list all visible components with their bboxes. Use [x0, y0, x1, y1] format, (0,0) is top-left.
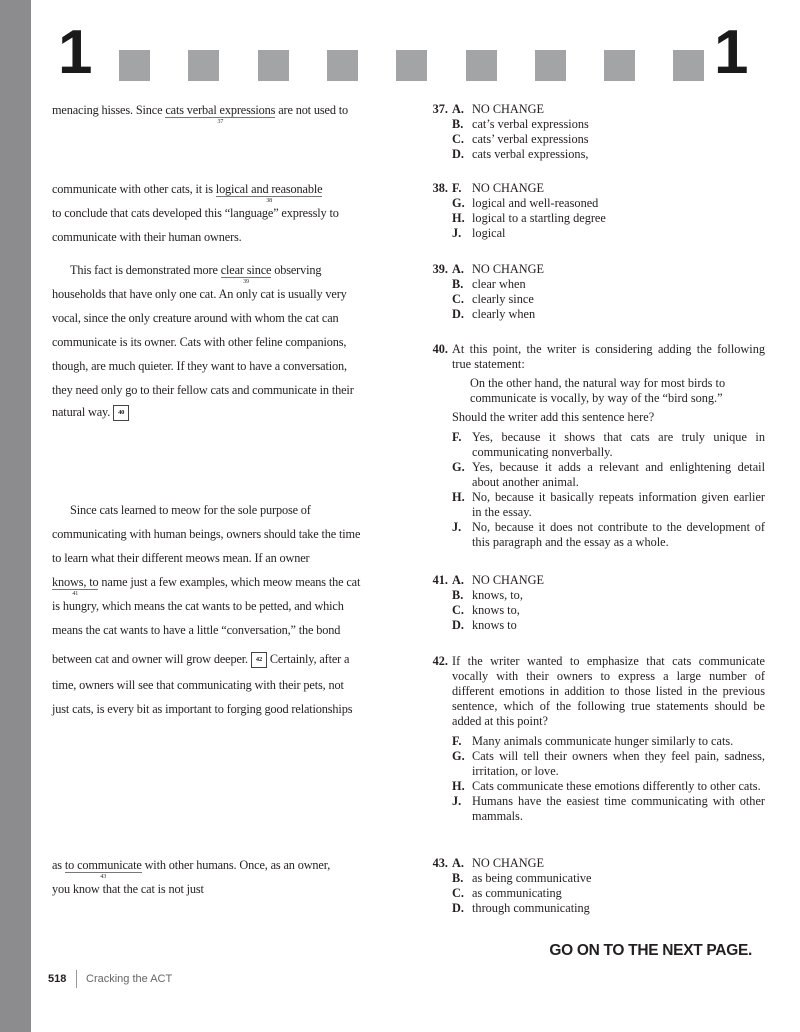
passage-text: communicate with other cats, it is: [52, 182, 216, 196]
question-number: [420, 520, 452, 550]
passage-line: [52, 623, 340, 638]
answer-option[interactable]: [420, 277, 765, 292]
option-letter: C.: [452, 132, 464, 146]
option-letter: H.: [452, 490, 465, 504]
passage-text: are not used to: [275, 103, 349, 117]
question-number: 42.: [432, 654, 448, 668]
option-letter: D.: [452, 901, 464, 915]
passage-line: [52, 551, 309, 566]
option-text: logical: [472, 226, 506, 240]
option-letter: D.: [452, 147, 464, 161]
answer-option[interactable]: [420, 886, 765, 901]
divider-square: [327, 50, 358, 81]
passage-text: This fact is demonstrated more: [70, 263, 221, 277]
option-text: Many animals communicate hunger similarly to cats.: [472, 734, 734, 748]
question-37: [420, 102, 765, 162]
quoted-statement: On the other hand, the natural way for most birds to communicate is vocally, by way of the “bird song.”: [470, 376, 726, 405]
passage-text: with other humans. Once, as an owner,: [141, 858, 331, 872]
passage-text: you know that the cat is not just: [52, 882, 204, 896]
underlined-text: clear since: [220, 263, 272, 277]
passage-text: menacing hisses. Since: [52, 103, 166, 117]
option-letter: D.: [452, 307, 464, 321]
passage-text: Certainly, after a: [266, 652, 350, 666]
option-letter: F.: [452, 181, 462, 195]
passage-line: [52, 383, 354, 398]
option-text: Cats will tell their owners when they feel pain, sadness, irritation, or love.: [472, 749, 765, 778]
answer-option[interactable]: [420, 132, 765, 147]
option-letter: G.: [452, 196, 465, 210]
passage-text: communicate is its owner. Cats with other feline companions,: [52, 335, 347, 349]
divider-square: [188, 50, 219, 81]
underlined-portion: [215, 182, 323, 204]
question-number: [420, 307, 452, 322]
option-text: clearly since: [472, 292, 534, 306]
option-letter: A.: [452, 102, 464, 116]
option-text: cats’ verbal expressions: [472, 132, 589, 146]
underlined-text: knows, to: [52, 575, 99, 589]
passage-text: to learn what their different meows mean. If an owner: [52, 551, 310, 565]
question-number: [420, 603, 452, 618]
underlined-portion: [52, 575, 99, 597]
question-number: [420, 430, 452, 460]
question-number-marker: 37: [217, 119, 224, 125]
answer-option[interactable]: [420, 856, 765, 871]
passage-line: [52, 702, 352, 717]
divider-square: [396, 50, 427, 81]
answer-option[interactable]: [420, 262, 765, 277]
underlined-text: logical and reasonable: [215, 182, 323, 196]
passage-line: [52, 575, 361, 597]
passage-text: time, owners will see that communicating with their pets, not: [52, 678, 344, 692]
question-41: [420, 573, 765, 633]
option-letter: B.: [452, 277, 464, 291]
passage-text: vocal, since the only creature around with whom the cat can: [52, 311, 339, 325]
underlined-portion: [165, 103, 276, 125]
option-text: NO CHANGE: [472, 102, 545, 116]
question-marker-box: 42: [251, 652, 267, 668]
option-text: Yes, because it shows that cats are truly unique in communicating nonverbally.: [472, 430, 765, 459]
question-number: 40.: [432, 342, 448, 356]
answer-option[interactable]: [420, 573, 765, 588]
question-number: [420, 277, 452, 292]
question-number: [420, 226, 452, 241]
passage-line: [52, 405, 129, 421]
question-number: 41.: [432, 573, 448, 587]
passage-line: [52, 599, 344, 614]
underlined-portion: [64, 858, 142, 880]
question-39: [420, 262, 765, 322]
option-letter: J.: [452, 226, 462, 240]
answer-option[interactable]: [420, 901, 765, 916]
option-letter: H.: [452, 779, 465, 793]
underlined-portion: [220, 263, 272, 285]
passage-text: though, are much quieter. If they want to have a conversation,: [52, 359, 347, 373]
answer-option[interactable]: [420, 211, 765, 226]
option-letter: F.: [452, 430, 462, 444]
question-38: [420, 181, 765, 241]
passage-line: [52, 359, 347, 374]
passage-line: [52, 182, 323, 204]
answer-option[interactable]: [420, 226, 765, 241]
divider-square: [119, 50, 150, 81]
option-letter: C.: [452, 292, 464, 306]
question-stem: If the writer wanted to emphasize that cats communicate vocally with their owners to express a large number of different emotions in addition to those listed in the previous sentence, which of the following true statements should be added at this point?: [452, 654, 765, 728]
question-ask: Should the writer add this sentence here?: [452, 410, 655, 424]
answer-option[interactable]: [420, 460, 765, 490]
question-number: [420, 749, 452, 779]
passage-line: [70, 503, 311, 518]
question-number: [420, 901, 452, 916]
question-number: [420, 460, 452, 490]
answer-option[interactable]: [420, 618, 765, 633]
question-number: [420, 734, 452, 749]
question-marker-box: 40: [113, 405, 129, 421]
passage-text: communicate with their human owners.: [52, 230, 242, 244]
option-text: Yes, because it adds a relevant and enlightening detail about another animal.: [472, 460, 765, 489]
answer-option[interactable]: [420, 520, 765, 550]
question-number: [420, 117, 452, 132]
answer-option[interactable]: [420, 147, 765, 162]
question-number: [420, 196, 452, 211]
passage-line: [52, 230, 242, 245]
question-number: [420, 779, 452, 794]
question-stem: At this point, the writer is considering adding the following true statement:: [452, 342, 765, 371]
question-row: [420, 342, 765, 372]
passage-text: observing: [271, 263, 322, 277]
footer-divider: [76, 970, 77, 988]
passage-text: communicating with human beings, owners should take the time: [52, 527, 361, 541]
option-letter: G.: [452, 749, 465, 763]
option-letter: G.: [452, 460, 465, 474]
section-number-right: 1: [714, 18, 749, 87]
option-text: as communicating: [472, 886, 562, 900]
answer-option[interactable]: [420, 734, 765, 749]
question-row: [420, 654, 765, 729]
passage-line: [52, 858, 331, 880]
option-text: knows, to,: [472, 588, 523, 602]
answer-option[interactable]: [420, 794, 765, 824]
question-number-marker: 38: [266, 198, 272, 204]
answer-option[interactable]: [420, 603, 765, 618]
question-number: [420, 886, 452, 901]
option-letter: B.: [452, 588, 464, 602]
question-number: 39.: [432, 262, 448, 276]
option-letter: C.: [452, 603, 464, 617]
question-number: [420, 490, 452, 520]
passage-text: between cat and owner will grow deeper.: [52, 652, 248, 666]
option-text: through communicating: [472, 901, 590, 915]
question-number: [420, 147, 452, 162]
passage-line: [52, 311, 339, 326]
question-number: 37.: [432, 102, 448, 116]
option-text: clearly when: [472, 307, 536, 321]
question-number: 43.: [432, 856, 448, 870]
option-letter: H.: [452, 211, 465, 225]
option-text: NO CHANGE: [472, 856, 545, 870]
option-text: NO CHANGE: [472, 181, 545, 195]
option-text: knows to: [472, 618, 517, 632]
question-number: [420, 132, 452, 147]
passage-text: households that have only one cat. An only cat is usually very: [52, 287, 347, 301]
answer-option[interactable]: [420, 102, 765, 117]
passage-text: as: [52, 858, 65, 872]
passage-text: to conclude that cats developed this “language” expressly to: [52, 206, 339, 220]
option-letter: C.: [452, 886, 464, 900]
question-number-marker: 39: [243, 279, 249, 285]
option-text: cat’s verbal expressions: [472, 117, 589, 131]
passage-text: name just a few examples, which meow means the cat: [98, 575, 361, 589]
answer-option[interactable]: [420, 749, 765, 779]
passage-text: means the cat wants to have a little “conversation,” the bond: [52, 623, 341, 637]
question-number: [420, 871, 452, 886]
page-spine: [0, 0, 31, 1032]
option-text: logical and well-reasoned: [472, 196, 599, 210]
question-number: [420, 588, 452, 603]
option-text: logical to a startling degree: [472, 211, 606, 225]
option-letter: D.: [452, 618, 464, 632]
option-letter: A.: [452, 573, 464, 587]
passage-line: [52, 678, 344, 693]
section-number-left: 1: [58, 18, 93, 87]
divider-square: [258, 50, 289, 81]
question-number: [420, 292, 452, 307]
question-number-marker: 43: [100, 874, 107, 880]
underlined-text: to communicate: [64, 858, 142, 872]
option-text: NO CHANGE: [472, 262, 545, 276]
option-text: Humans have the easiest time communicating with other mammals.: [472, 794, 765, 823]
question-42: [420, 654, 765, 824]
answer-option[interactable]: [420, 490, 765, 520]
question-number: 38.: [432, 181, 448, 195]
passage-line: [52, 335, 346, 350]
answer-option[interactable]: [420, 117, 765, 132]
option-letter: A.: [452, 856, 464, 870]
passage-text: is hungry, which means the cat wants to be petted, and which: [52, 599, 344, 613]
passage-line: [52, 527, 360, 542]
option-letter: F.: [452, 734, 462, 748]
answer-option[interactable]: [420, 196, 765, 211]
passage-text: just cats, is every bit as important to forging good relationships: [52, 702, 353, 716]
answer-option[interactable]: [420, 181, 765, 196]
option-text: NO CHANGE: [472, 573, 545, 587]
answer-option[interactable]: [420, 430, 765, 460]
underlined-text: cats verbal expressions: [165, 103, 276, 117]
passage-text: natural way.: [52, 405, 111, 419]
divider-square: [466, 50, 497, 81]
answer-option[interactable]: [420, 871, 765, 886]
passage-line: [70, 263, 322, 285]
next-page-notice: GO ON TO THE NEXT PAGE.: [549, 942, 752, 959]
option-text: No, because it basically repeats information given earlier in the essay.: [472, 490, 765, 519]
option-text: cats verbal expressions,: [472, 147, 589, 161]
passage-line: [52, 206, 339, 221]
answer-option[interactable]: [420, 307, 765, 322]
question-number: [420, 794, 452, 824]
option-letter: J.: [452, 794, 462, 808]
passage-line: [52, 287, 347, 302]
question-43: [420, 856, 765, 916]
option-letter: A.: [452, 262, 464, 276]
option-text: Cats communicate these emotions differently to other cats.: [472, 779, 761, 793]
question-number-marker: 41: [72, 591, 79, 597]
option-letter: B.: [452, 871, 464, 885]
question-number: [420, 211, 452, 226]
passage-line: [52, 882, 204, 897]
page-number: 518: [48, 973, 67, 985]
divider-square: [604, 50, 635, 81]
passage-text: they need only go to their fellow cats and communicate in their: [52, 383, 354, 397]
option-text: clear when: [472, 277, 526, 291]
option-letter: J.: [452, 520, 462, 534]
answer-option[interactable]: [420, 779, 765, 794]
option-text: No, because it does not contribute to the development of this paragraph and the essay as a whole.: [472, 520, 765, 549]
book-title: Cracking the ACT: [86, 973, 173, 985]
passage-text: Since cats learned to meow for the sole purpose of: [70, 503, 311, 517]
question-number: [420, 618, 452, 633]
passage-line: [52, 652, 349, 668]
option-letter: B.: [452, 117, 464, 131]
option-text: knows to,: [472, 603, 520, 617]
divider-square: [673, 50, 704, 81]
passage-line: [52, 103, 349, 125]
answer-option[interactable]: [420, 292, 765, 307]
option-text: as being communicative: [472, 871, 592, 885]
divider-square: [535, 50, 566, 81]
question-40: [420, 342, 765, 550]
answer-option[interactable]: [420, 588, 765, 603]
